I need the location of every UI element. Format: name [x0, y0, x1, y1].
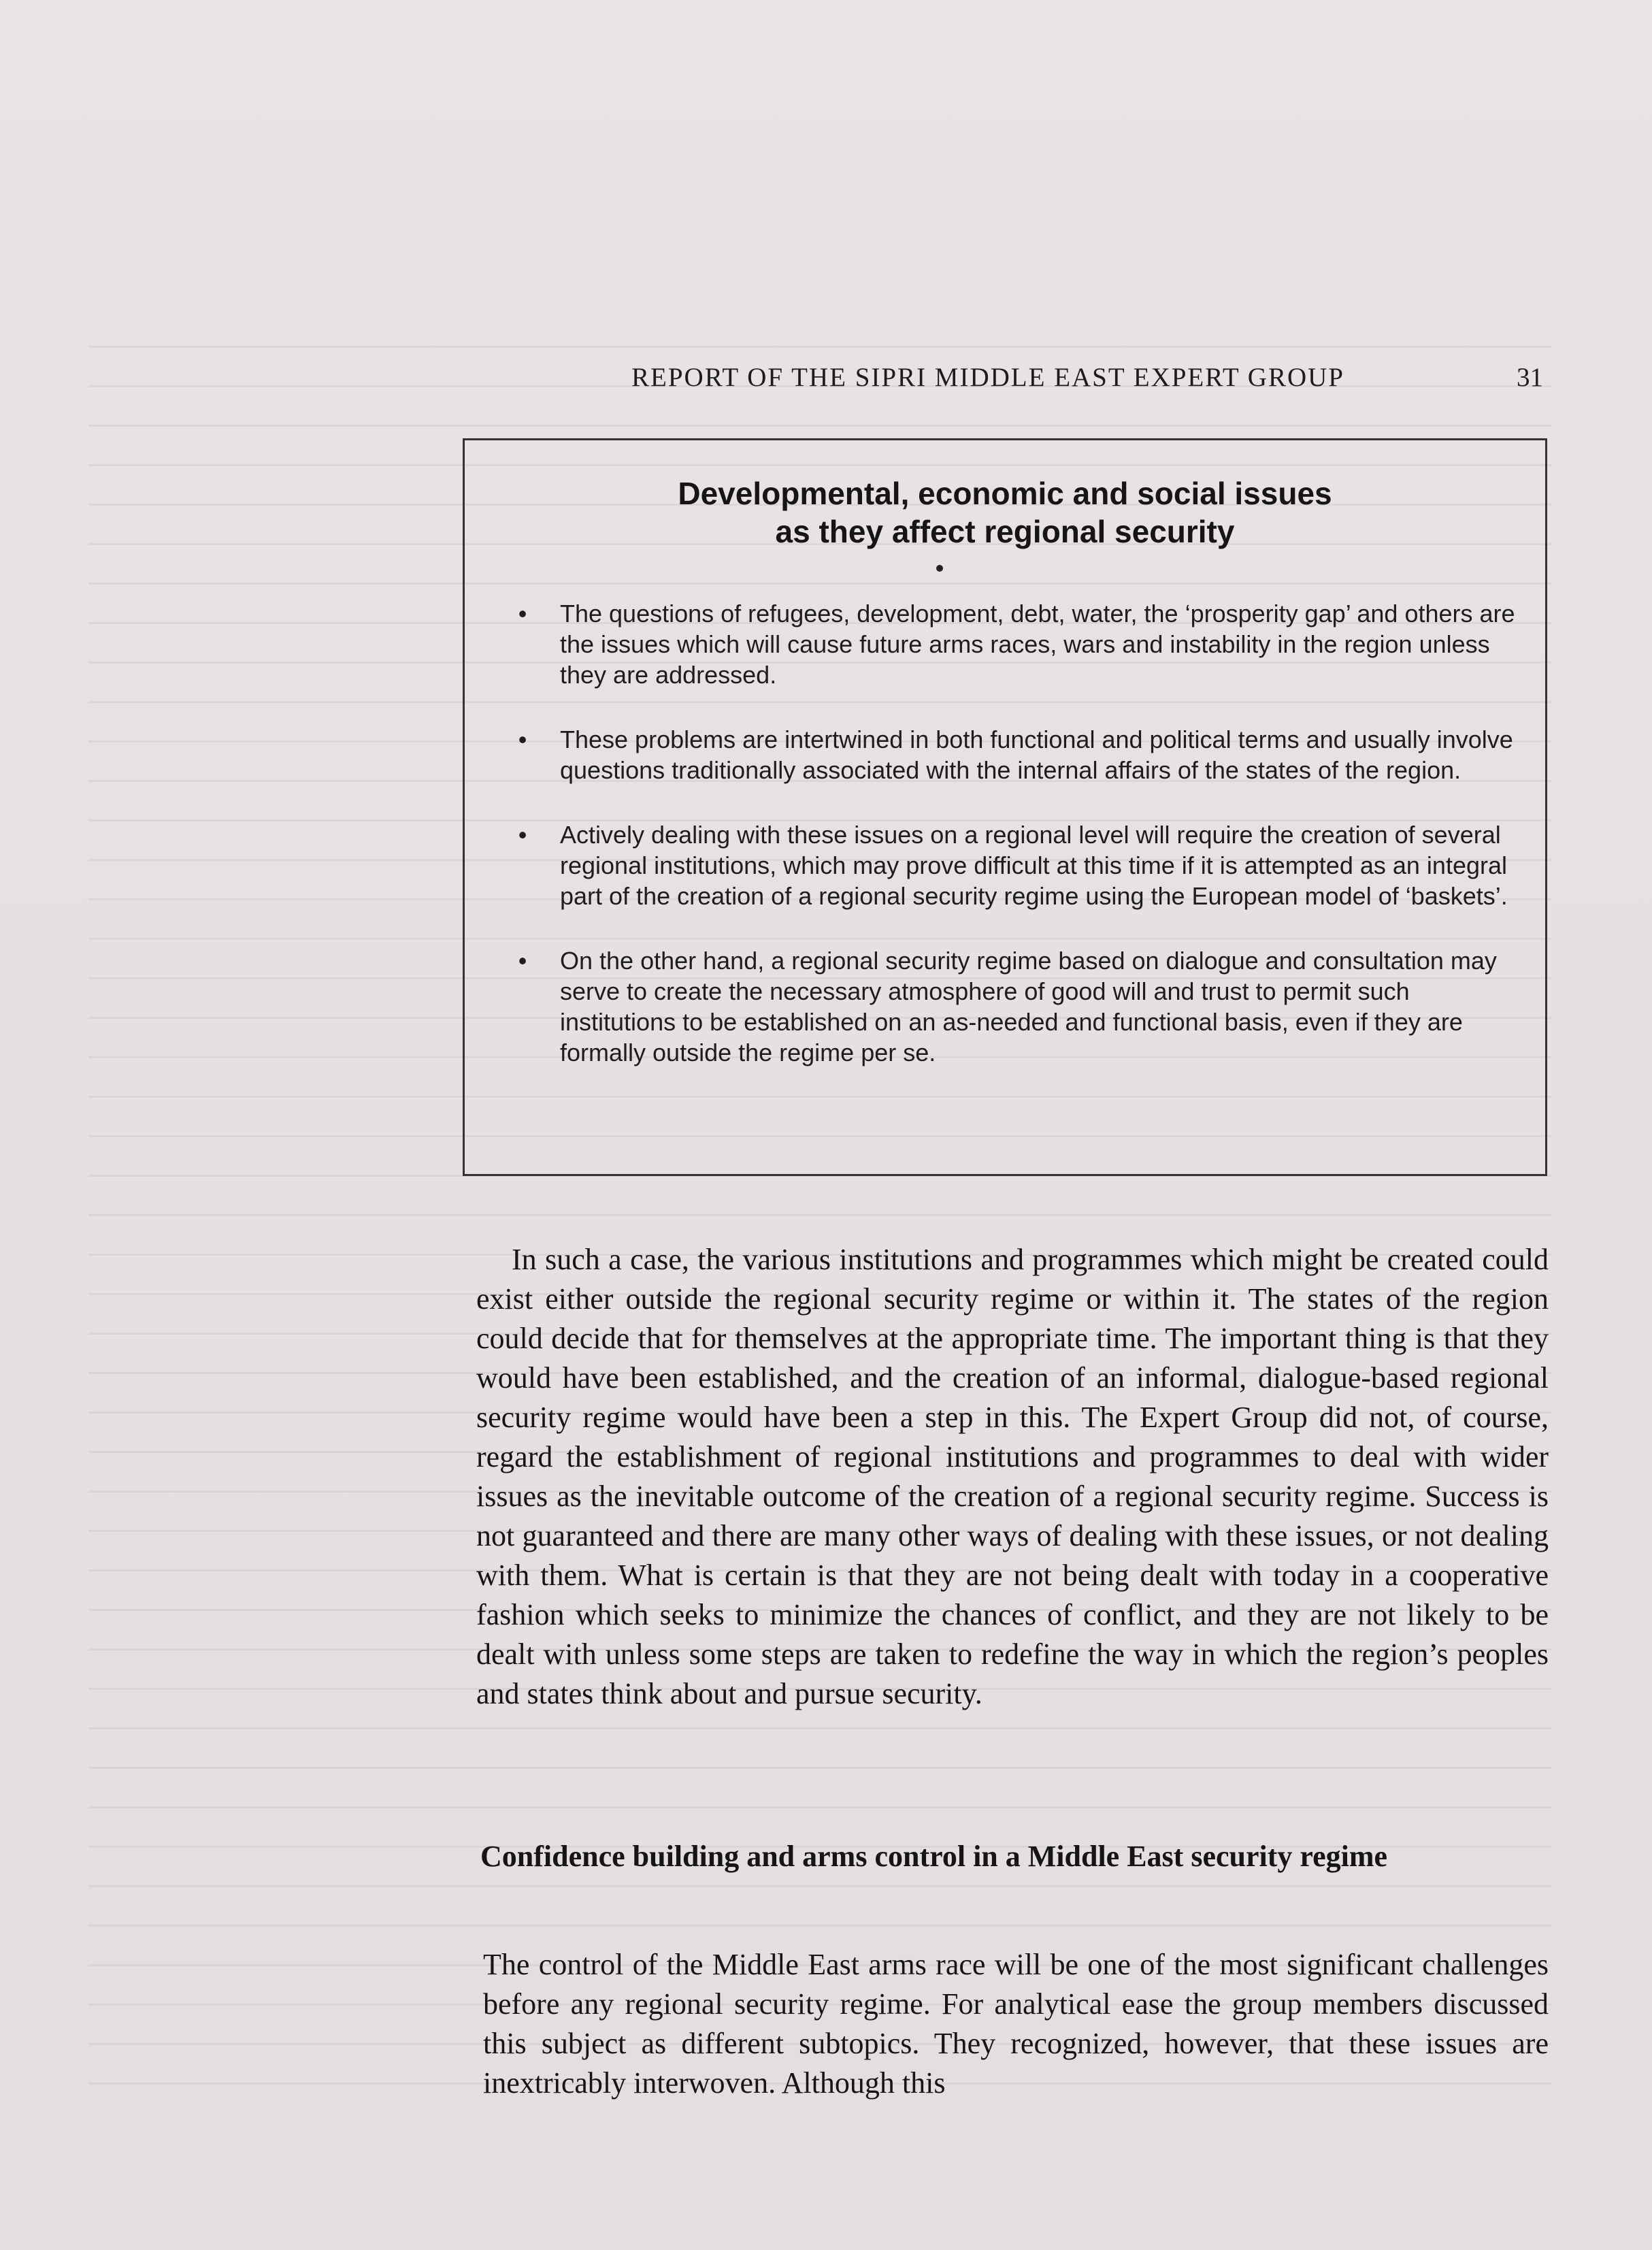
bullet-icon: • — [518, 947, 527, 975]
summary-bullet — [512, 945, 1518, 1068]
section-heading: Confidence building and arms control in a Middle East security regime — [480, 1840, 1388, 1873]
summary-bullet — [512, 598, 1518, 690]
bullet-icon: • — [518, 600, 527, 627]
summary-bullet-list — [512, 598, 1518, 1102]
summary-bullet-text: The questions of refugees, development, debt, water, the ‘prosperity gap’ and others are the issues which will cause future arms races, wars and instability in the region unless they are addressed. — [560, 600, 1515, 689]
running-head — [631, 362, 1543, 393]
bullet-icon: • — [518, 821, 527, 849]
summary-bullet-text: These problems are intertwined in both functional and political terms and usually involve questions traditionally associated with the internal affairs of the states of the region. — [560, 725, 1513, 784]
summary-box-title-line2: as they affect regional security — [775, 514, 1235, 549]
summary-box — [463, 438, 1547, 1176]
summary-bullet — [512, 724, 1518, 785]
body-paragraph: The control of the Middle East arms race will be one of the most significant challenges before any regional security regime. For analytical ease the group members discussed this subject as different subtopics. They recognized, however, that these issues are inextricably interwoven. Although this — [483, 1948, 1549, 2100]
body-paragraph: In such a case, the various institutions and programmes which might be created could exist either outside the regional security regime or within it. The states of the region could decide that for themselves at the appropriate time. The important thing is that they would have been established, and the creation of an informal, dialogue-based regional security regime would have been a step in this. The Expert Group did not, of course, regard the establishment of regional institutions and programmes to deal with wider issues as the inevitable outcome of the creation of a regional security regime. Success is not guaranteed and there are many other ways of dealing with these issues, or not dealing with them. What is certain is that they are not being dealt with today in a cooperative fashion which seeks to minimize the chances of conflict, and they are not likely to be dealt with unless some steps are taken to redefine the way in which the region’s peoples and states think about and pursue security. — [476, 1243, 1549, 1710]
summary-box-title — [465, 474, 1545, 551]
page-number: 31 — [1517, 363, 1543, 392]
summary-box-title-line1: Developmental, economic and social issues — [678, 476, 1332, 511]
stray-mark — [936, 565, 943, 572]
running-head-title: REPORT OF THE SIPRI MIDDLE EAST EXPERT GROUP — [631, 363, 1344, 392]
bullet-icon: • — [518, 725, 527, 753]
summary-bullet-text: On the other hand, a regional security regime based on dialogue and consultation may serve to create the necessary atmosphere of good will and trust to permit such institutions to be established on an as-needed and functional basis, even if they are formally outside the regime per se. — [560, 947, 1497, 1066]
summary-bullet — [512, 819, 1518, 911]
summary-bullet-text: Actively dealing with these issues on a regional level will require the creation of several regional institutions, which may prove difficult at this time if it is attempted as an integral part of the creation of a regional security regime using the European model of ‘baskets’. — [560, 821, 1508, 910]
